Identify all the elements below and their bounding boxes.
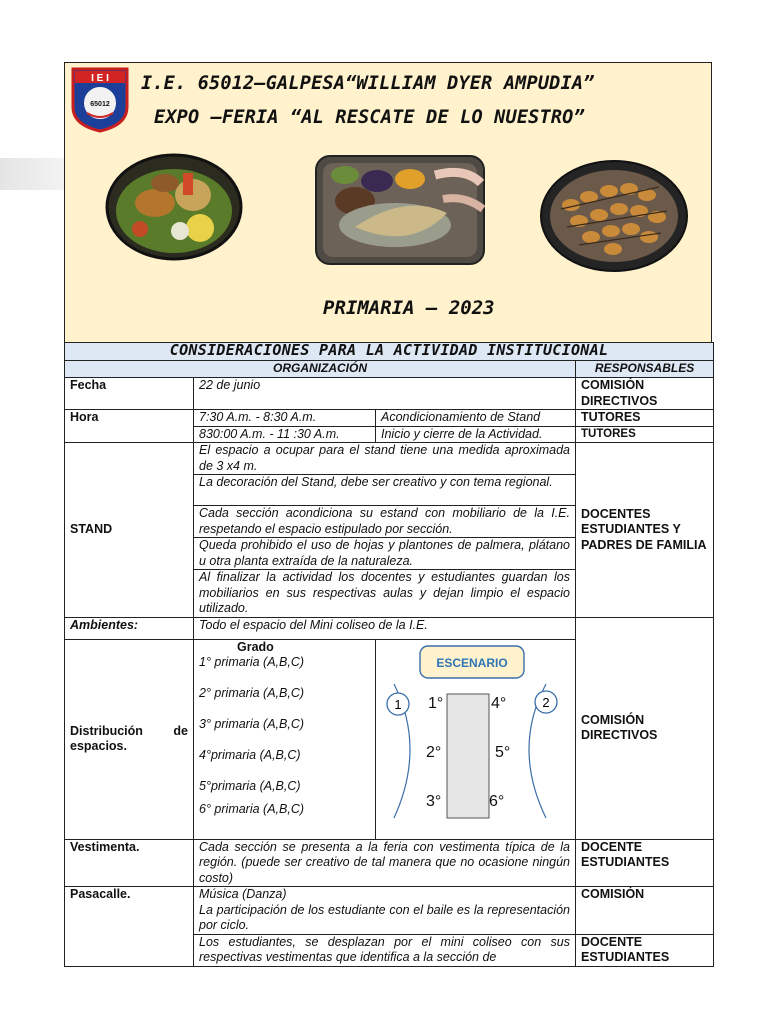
grade-header: Grado xyxy=(237,639,274,654)
food-photo-center xyxy=(315,155,485,265)
row-label-pasacalle: Pasacalle. xyxy=(65,887,194,967)
grade-1-position: 1° xyxy=(428,694,444,712)
pasacalle-participation: La participación de los estudiante con el baile es la representación por ciclo. xyxy=(199,902,570,932)
grade-item: 6° primaria (A,B,C) xyxy=(199,801,305,816)
zone-1-label: 1 xyxy=(394,696,402,712)
hora-time-2: 830:00 A.m. - 11 :30 A.m. xyxy=(194,426,376,443)
hora-desc-1: Acondicionamiento de Stand xyxy=(376,410,576,427)
grade-6-position: 6° xyxy=(489,792,505,810)
hora-time-1: 7:30 A.m. - 8:30 A.m. xyxy=(194,410,376,427)
vestimenta-responsables: DOCENTE ESTUDIANTES xyxy=(576,839,714,887)
hora-responsables-1: TUTORES xyxy=(576,410,714,427)
stage-label: ESCENARIO xyxy=(436,655,508,670)
pasacalle-responsables-1: COMISIÓN xyxy=(576,887,714,935)
grade-2-position: 2° xyxy=(426,743,442,761)
grade-item: 2° primaria (A,B,C) xyxy=(199,685,305,700)
activity-table xyxy=(64,342,714,967)
grade-5-position: 5° xyxy=(495,743,511,761)
space-distribution-diagram xyxy=(376,640,576,838)
stand-responsables: DOCENTES ESTUDIANTES Y PADRES DE FAMILIA xyxy=(576,443,714,618)
distribucion-responsables: COMISIÓN DIRECTIVOS xyxy=(576,617,714,839)
row-label-ambientes: Ambientes: xyxy=(65,617,194,639)
central-aisle xyxy=(447,694,489,818)
hora-desc-2: Inicio y cierre de la Actividad. xyxy=(376,426,576,443)
pasacalle-music: Música (Danza) xyxy=(199,887,287,901)
stand-item: Al finalizar la actividad los docentes y estudiantes guardan los mobiliarios en sus respectivas aulas y dejan limpio el espacio utilizado. xyxy=(194,570,576,618)
grade-item: 4°primaria (A,B,C) xyxy=(199,747,301,762)
food-photo-left xyxy=(105,153,243,261)
column-organizacion: ORGANIZACIÓN xyxy=(65,361,576,378)
stand-item: La decoración del Stand, debe ser creativo y con tema regional. xyxy=(194,475,576,506)
stand-item: El espacio a ocupar para el stand tiene una medida aproximada de 3 x4 m. xyxy=(194,443,576,475)
level-year-title: PRIMARIA – 2023 xyxy=(323,297,495,319)
grade-item: 1° primaria (A,B,C) xyxy=(199,654,305,669)
pasacalle-responsables-2: DOCENTE ESTUDIANTES xyxy=(576,934,714,966)
event-title: EXPO –FERIA “AL RESCATE DE LO NUESTRO” xyxy=(154,107,585,128)
zone-2-label: 2 xyxy=(542,694,550,710)
school-crest-logo xyxy=(69,67,131,133)
grade-3-position: 3° xyxy=(426,792,442,810)
school-title: I.E. 65012–GALPESA“WILLIAM DYER AMPUDIA” xyxy=(141,73,595,94)
grade-item: 3° primaria (A,B,C) xyxy=(199,716,305,731)
grade-item: 5°primaria (A,B,C) xyxy=(199,778,301,793)
food-photo-right xyxy=(539,159,689,273)
svg-text:65012: 65012 xyxy=(90,101,110,108)
ambientes-value: Todo el espacio del Mini coliseo de la I.E. xyxy=(194,617,576,639)
section-title: CONSIDERACIONES PARA LA ACTIVIDAD INSTITUCIONAL xyxy=(65,343,714,361)
grade-list xyxy=(199,655,370,833)
hora-responsables-2: TUTORES xyxy=(576,426,714,443)
row-label-hora: Hora xyxy=(65,410,194,443)
svg-text:I E I: I E I xyxy=(91,73,109,84)
row-label-vestimenta: Vestimenta. xyxy=(65,839,194,887)
stand-item: Cada sección acondiciona su estand con mobiliario de la I.E. respetando el espacio estipulado por sección. xyxy=(194,506,576,538)
vestimenta-value: Cada sección se presenta a la feria con vestimenta típica de la región. (puede ser creativo de tal manera que no ocasione ningún costo) xyxy=(194,839,576,887)
fecha-responsables: COMISIÓN DIRECTIVOS xyxy=(576,378,714,410)
pasacalle-parade: Los estudiantes, se desplazan por el mini coliseo con sus respectivas vestimentas que identifica a la sección de xyxy=(194,934,576,966)
stand-item: Queda prohibido el uso de hojas y plantones de palmera, plátano u otra planta extraída de la naturaleza. xyxy=(194,538,576,570)
fecha-value: 22 de junio xyxy=(194,378,576,410)
row-label-distribucion: Distribución de espacios. xyxy=(65,639,194,839)
row-label-fecha: Fecha xyxy=(65,378,194,410)
document-header xyxy=(64,62,712,342)
grade-4-position: 4° xyxy=(491,694,507,712)
row-label-stand: STAND xyxy=(65,443,194,618)
column-responsables: RESPONSABLES xyxy=(576,361,714,378)
